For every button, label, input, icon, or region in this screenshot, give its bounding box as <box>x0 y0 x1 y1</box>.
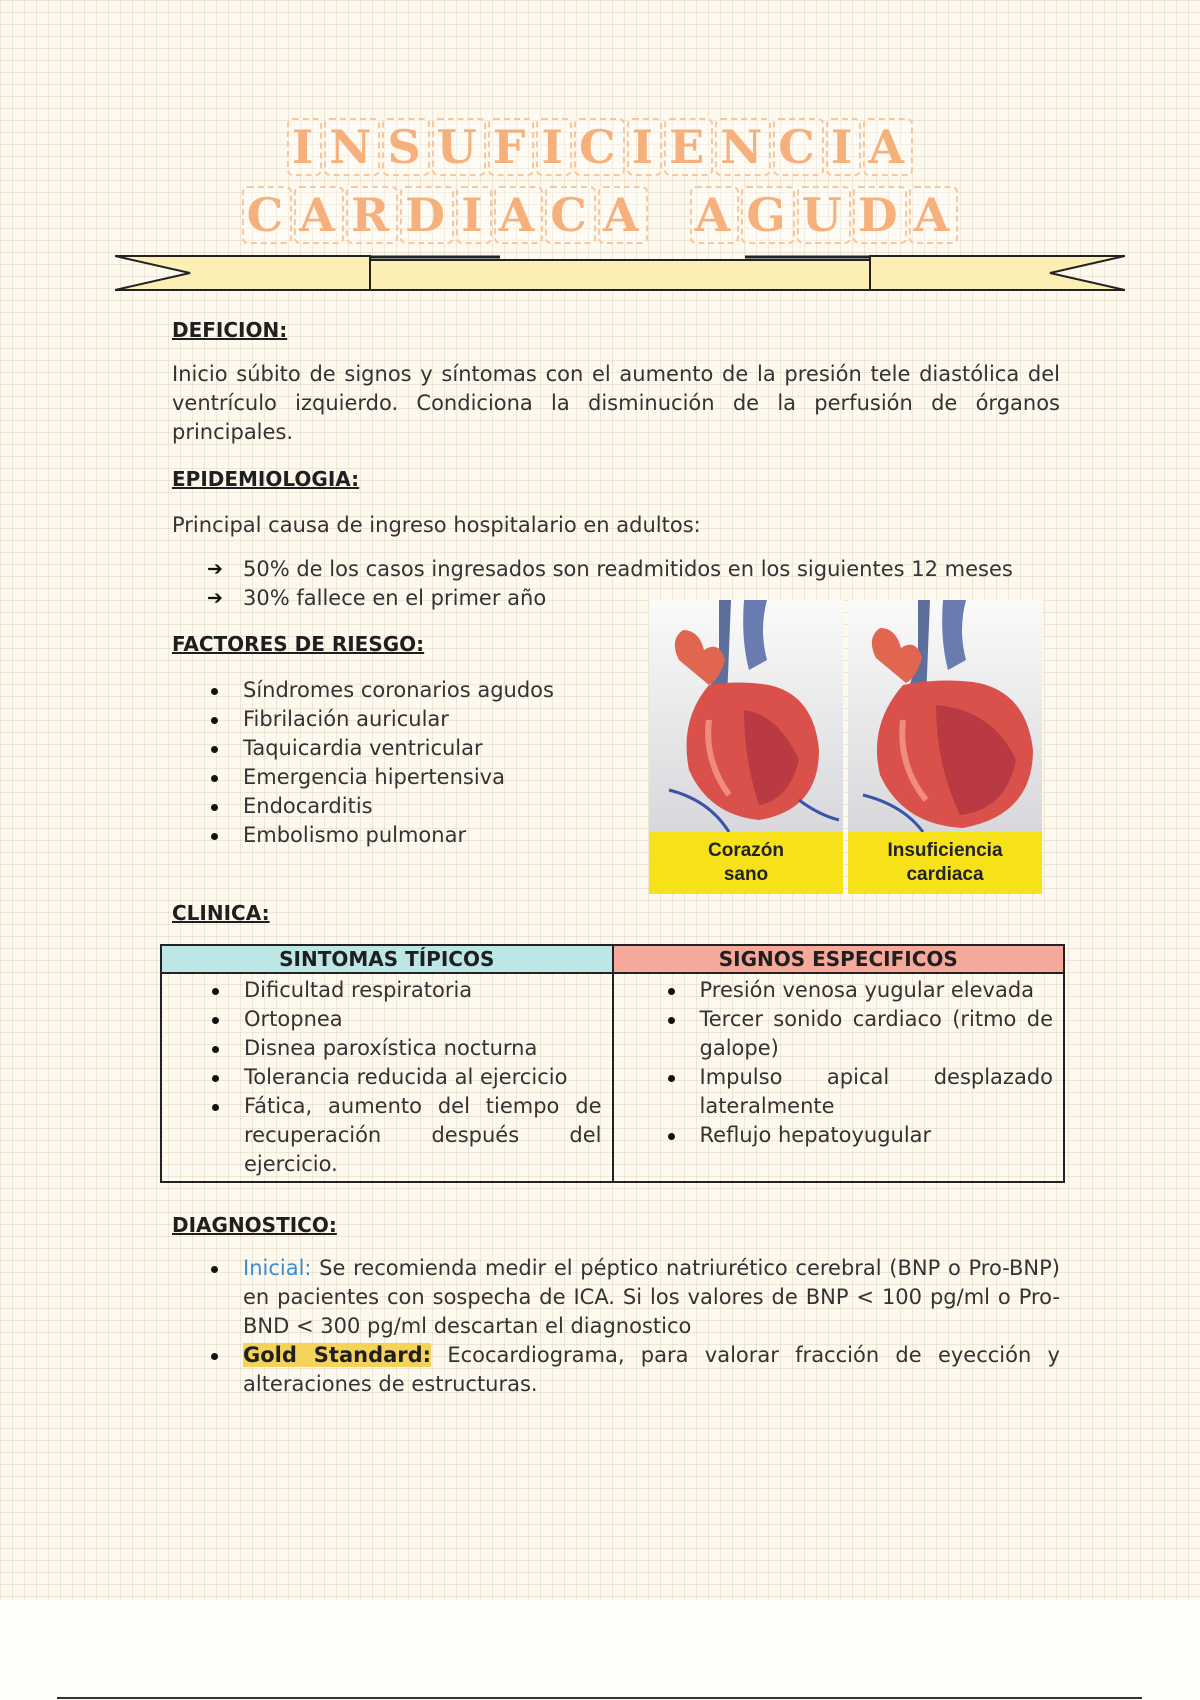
title-text-2: C A R D I A C A A G U D A <box>241 188 960 242</box>
table-row: Disnea paroxística nocturna <box>244 1034 602 1063</box>
definicion-heading: DEFICION: <box>172 318 288 342</box>
table-row: Tercer sonido cardiaco (ritmo de galope) <box>700 1005 1054 1063</box>
table-row: Reflujo hepatoyugular <box>700 1121 1054 1150</box>
epidemiologia-intro: Principal causa de ingreso hospitalario en adultos: <box>172 513 701 537</box>
list-item: Emergencia hipertensiva <box>243 763 554 792</box>
footer-divider <box>57 1697 1142 1699</box>
heart-failure-image <box>848 600 1042 894</box>
signos-cell <box>613 973 1065 1182</box>
table-row: Dificultad respiratoria <box>244 976 602 1005</box>
signos-header: SIGNOS ESPECIFICOS <box>613 945 1065 973</box>
clinica-heading: CLINICA: <box>172 901 270 925</box>
gold-standard-text: Ecocardiograma, para valorar fracción de eyección y alteraciones de estructuras. <box>243 1343 1060 1396</box>
table-row: Presión venosa yugular elevada <box>700 976 1054 1005</box>
inicial-label: Inicial: <box>243 1256 312 1280</box>
list-item: Síndromes coronarios agudos <box>243 676 554 705</box>
sintomas-cell <box>161 973 613 1182</box>
title-ribbon <box>115 252 1125 294</box>
healthy-heart-caption: Corazón sano <box>649 832 843 894</box>
list-item <box>243 1341 1060 1399</box>
list-item <box>243 1254 1060 1341</box>
clinica-table <box>160 944 1065 1183</box>
list-item: Embolismo pulmonar <box>243 821 554 850</box>
diagnostico-heading: DIAGNOSTICO: <box>172 1213 337 1237</box>
table-row: Ortopnea <box>244 1005 602 1034</box>
list-item: Fibrilación auricular <box>243 705 554 734</box>
list-item: Taquicardia ventricular <box>243 734 554 763</box>
epidemiologia-heading: EPIDEMIOLOGIA: <box>172 467 360 491</box>
healthy-heart-image <box>649 600 843 894</box>
heart-icon <box>649 600 843 832</box>
gold-standard-label: Gold Standard: <box>243 1343 432 1367</box>
factores-heading: FACTORES DE RIESGO: <box>172 632 425 656</box>
table-row: Tolerancia reducida al ejercicio <box>244 1063 602 1092</box>
diagnostico-list <box>243 1254 1060 1399</box>
inicial-text: Se recomienda medir el péptico natriurético cerebral (BNP o Pro-BNP) en pacientes con sospecha de ICA. Si los valores de BNP < 100 pg/ml o Pro-BND < 300 pg/ml descartan el diagnostico <box>243 1256 1060 1338</box>
list-item: Endocarditis <box>243 792 554 821</box>
enlarged-heart-icon <box>848 600 1042 832</box>
heart-failure-caption: Insuficiencia cardiaca <box>848 832 1042 894</box>
table-row: Impulso apical desplazado lateralmente <box>700 1063 1054 1121</box>
list-item: ➔ 50% de los casos ingresados son readmitidos en los siguientes 12 meses <box>243 555 1013 584</box>
list-item: ➔ 30% fallece en el primer año <box>243 584 1013 613</box>
factores-list <box>243 676 554 850</box>
title-line-2 <box>0 186 1200 244</box>
table-row: Fática, aumento del tiempo de recuperación después del ejercicio. <box>244 1092 602 1179</box>
definicion-text: Inicio súbito de signos y síntomas con el aumento de la presión tele diastólica del ventrículo izquierdo. Condiciona la disminución de la perfusión de órganos principales. <box>172 362 1060 444</box>
title-text-1: I N S U F I C I E N C I A <box>286 120 914 174</box>
sintomas-header: SINTOMAS TÍPICOS <box>161 945 613 973</box>
title-line-1 <box>0 118 1200 176</box>
